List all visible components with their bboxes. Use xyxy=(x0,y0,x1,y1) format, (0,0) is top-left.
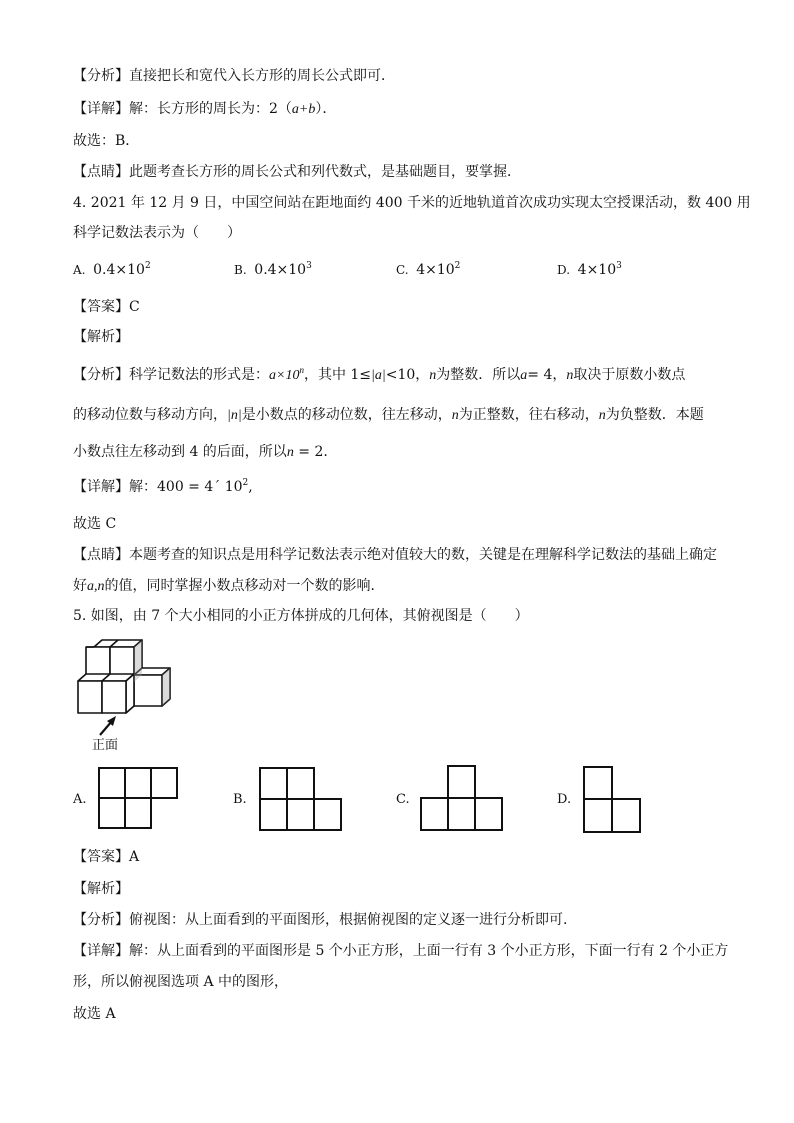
q4-option-b-letter: B. xyxy=(234,263,247,277)
q4-choice: 故选 C xyxy=(73,516,117,532)
q4-option-c-letter: C. xyxy=(396,263,409,277)
q5-detail-line2: 形，所以俯视图选项 A 中的图形， xyxy=(73,974,289,990)
q4-option-d xyxy=(557,262,622,278)
q4-option-c-exp: 2 xyxy=(454,261,461,271)
prev-detail-pre: 【详解】解：长方形的周长为：2（ xyxy=(73,101,292,117)
q4-answer: 【答案】C xyxy=(73,299,140,315)
q5-option-a-grid xyxy=(98,767,178,829)
prev-analysis: 【分析】直接把长和宽代入长方形的周长公式即可． xyxy=(73,68,395,84)
q4-stem-line2: 科学记数法表示为（ ） xyxy=(73,225,241,241)
q4-option-d-exp: 3 xyxy=(616,261,622,271)
q4-comment-line2: 好a,n的值，同时掌握小数点移动对一个数的影响． xyxy=(73,578,385,594)
q4-option-d-letter: D. xyxy=(557,263,571,277)
q4-stem-line1: 4. 2021 年 12 月 9 日，中国空间站在距地面约 400 千米的近地轨道首次成功实现太空授课活动，数 400 用 xyxy=(73,195,751,211)
q4-option-c xyxy=(396,262,460,278)
q4-analysis-line1: 【分析】科学记数法的形式是：$a\times 10^n$，其中 1≤|a|<10，n为整数．所以a= 4，n取决于原数小数点 xyxy=(73,365,686,383)
prev-choice: 故选：B． xyxy=(73,133,140,149)
q5-solid-figure xyxy=(70,637,180,737)
q4-option-a-exp: 2 xyxy=(144,261,151,271)
q4-option-a-letter: A. xyxy=(73,263,86,277)
q5-option-a-letter: A. xyxy=(73,792,87,807)
prev-detail-post: ）． xyxy=(315,101,337,117)
q5-option-b-grid xyxy=(259,767,342,831)
q5-front-label: 正面 xyxy=(92,738,119,753)
q5-option-d-letter: D. xyxy=(557,792,572,807)
q5-option-d-grid xyxy=(583,766,641,833)
q4-analysis-line3: 小数点往左移动到 4 的后面，所以n = 2. xyxy=(73,444,328,460)
q4-option-a xyxy=(73,262,151,278)
q4-option-d-mantissa: 4×10 xyxy=(577,262,617,278)
prev-comment: 【点睛】此题考查长方形的周长公式和列代数式，是基础题目，要掌握． xyxy=(73,164,521,180)
q5-choice: 故选 A xyxy=(73,1006,116,1022)
q4-option-c-mantissa: 4×10 xyxy=(416,262,455,278)
q5-detail-line1: 【详解】解：从上面看到的平面图形是 5 个小正方形，上面一行有 3 个小正方形，下面一行有 2 个小正方 xyxy=(73,943,729,959)
q5-option-b-letter: B. xyxy=(233,792,247,807)
q5-analysis: 【分析】俯视图：从上面看到的平面图形，根据俯视图的定义逐一进行分析即可. xyxy=(73,912,568,928)
q5-stem: 5. 如图，由 7 个大小相同的小正方体拼成的几何体，其俯视图是（ ） xyxy=(73,608,529,624)
q4-comment-line1: 【点睛】本题考查的知识点是用科学记数法表示绝对值较大的数，关键是在理解科学记数法的基础上确定 xyxy=(73,547,717,563)
q4-jiexi: 【解析】 xyxy=(73,329,129,345)
prev-detail-math: a+b xyxy=(291,102,316,117)
q5-jiexi: 【解析】 xyxy=(73,881,129,897)
prev-detail xyxy=(73,100,336,119)
q4-option-b-mantissa: 0.4×10 xyxy=(254,262,307,278)
q4-option-b xyxy=(234,262,312,278)
q5-option-c-letter: C. xyxy=(396,792,410,807)
q5-answer: 【答案】A xyxy=(73,849,140,865)
q4-analysis-line2: 的移动位数与移动方向，|n|是小数点的移动位数，往左移动，n为正整数，往右移动，n为负整数．本题 xyxy=(73,407,704,423)
q4-option-a-mantissa: 0.4×10 xyxy=(93,262,145,278)
q4-option-b-exp: 3 xyxy=(306,261,312,271)
q4-detail: 【详解】解：400 = 4´ $10^2$, xyxy=(73,478,253,495)
q5-option-c-grid xyxy=(420,765,503,831)
